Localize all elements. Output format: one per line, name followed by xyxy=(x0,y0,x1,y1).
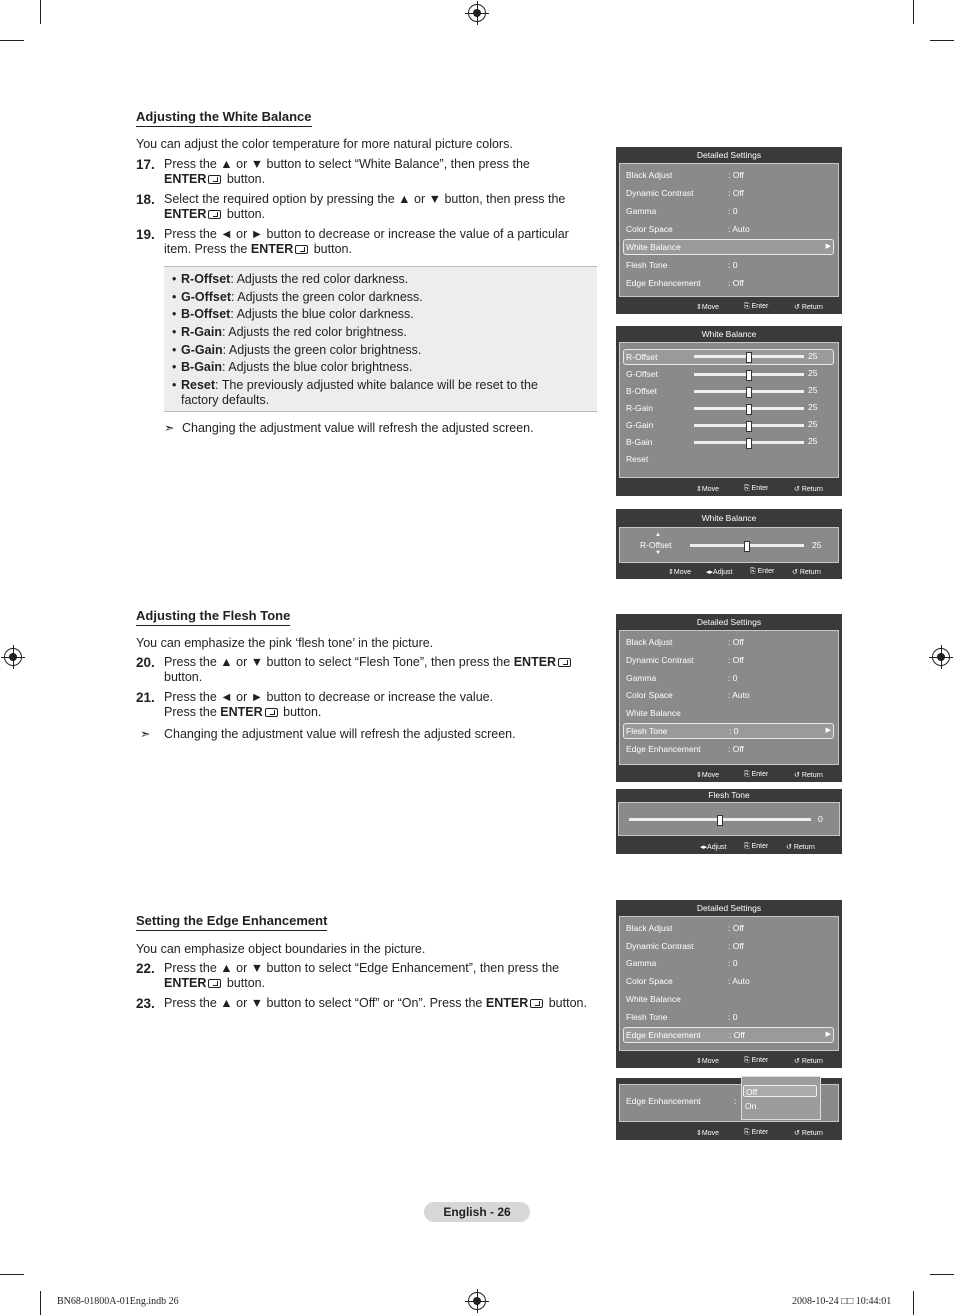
return-icon: ↺ xyxy=(794,1130,800,1137)
hint-return: ↺ Return xyxy=(794,486,823,493)
page-number-badge: English - 26 xyxy=(424,1202,530,1222)
intro-text: You can emphasize object boundaries in the picture. xyxy=(136,942,426,956)
slider-value: 25 xyxy=(808,351,818,361)
menu-item[interactable]: Dynamic Contrast : Off xyxy=(626,655,744,665)
menu-item[interactable]: White Balance xyxy=(626,708,681,718)
crop-mark xyxy=(913,0,914,24)
registration-mark-icon xyxy=(932,648,950,666)
move-icon: ⇕ xyxy=(696,304,702,311)
arrow-up-icon: ▲ xyxy=(655,532,661,538)
move-icon: ⇕ xyxy=(668,569,674,576)
slider-thumb[interactable] xyxy=(746,370,752,381)
hint-move: ⇕Move xyxy=(696,486,719,493)
enter-icon xyxy=(265,708,278,717)
menu-item[interactable]: Color Space : Auto xyxy=(626,224,750,234)
menu-item[interactable]: Black Adjust : Off xyxy=(626,923,744,933)
menu-item[interactable]: Black Adjust : Off xyxy=(626,170,744,180)
menu-item[interactable]: Color Space : Auto xyxy=(626,690,750,700)
move-icon: ⇕ xyxy=(696,486,702,493)
slider-value: 25 xyxy=(808,419,818,429)
intro-text: You can emphasize the pink ‘flesh tone’ in the picture. xyxy=(136,636,434,650)
return-icon: ↺ xyxy=(794,1058,800,1065)
menu-item[interactable]: Flesh Tone : 0 xyxy=(626,1012,738,1022)
hint-enter: ⎘ Enter xyxy=(750,568,775,575)
adjust-icon: ◂▸ xyxy=(700,844,708,851)
slider-thumb[interactable] xyxy=(746,352,752,363)
wb-item[interactable]: G-Gain xyxy=(626,420,654,430)
hint-return: ↺ Return xyxy=(794,1130,823,1137)
osd-detailed-settings: Detailed Settings Black Adjust : Off Dynamic Contrast : Off Gamma : 0 Color Space : Auto White Balance Flesh Tone : 0 Edge Enhancement : Off ▶ ⇕Move ⎘ Enter ↺ Return xyxy=(616,900,842,1068)
footer-timestamp: 2008-10-24 □□ 10:44:01 xyxy=(792,1296,892,1307)
hint-return: ↺ Return xyxy=(786,844,815,851)
crop-mark xyxy=(40,0,41,24)
slider-thumb[interactable] xyxy=(717,815,723,826)
slider-thumb[interactable] xyxy=(746,387,752,398)
hint-enter: ⎘ Enter xyxy=(744,771,769,778)
wb-item[interactable]: B-Offset xyxy=(626,386,658,396)
arrow-right-icon: ▶ xyxy=(825,1031,831,1038)
note: ➣ Changing the adjustment value will refresh the adjusted screen. xyxy=(164,421,534,435)
menu-item[interactable]: Dynamic Contrast : Off xyxy=(626,188,744,198)
return-icon: ↺ xyxy=(794,772,800,779)
osd-edge-enhancement: Edge Enhancement : Off On ⇕Move ⎘ Enter ↺ Return xyxy=(616,1078,842,1140)
osd-flesh-tone: Flesh Tone 0 ◂▸Adjust ⎘ Enter ↺ Return xyxy=(616,789,842,854)
enter-icon: ⎘ xyxy=(744,485,750,492)
arrow-right-icon: ▶ xyxy=(825,727,831,734)
note-arrow-icon: ➣ xyxy=(140,727,151,741)
enter-icon xyxy=(208,210,221,219)
osd-detailed-settings: Detailed Settings Black Adjust : Off Dynamic Contrast : Off Gamma : 0 Color Space : Auto White Balance Flesh Tone : 0 ▶ Edge Enhancement : Off ⇕Move ⎘ Enter ↺ Return xyxy=(616,614,842,782)
registration-mark-icon xyxy=(4,648,22,666)
wb-item-selected[interactable]: R-Offset xyxy=(623,349,834,365)
return-icon: ↺ xyxy=(794,486,800,493)
move-icon: ⇕ xyxy=(696,772,702,779)
crop-mark xyxy=(930,1274,954,1275)
registration-mark-icon xyxy=(468,4,486,22)
dropdown-option-selected[interactable]: Off xyxy=(743,1085,817,1097)
menu-item-selected[interactable]: White Balance ▶ xyxy=(623,239,834,255)
hint-enter: ⎘ Enter xyxy=(744,1057,769,1064)
section-heading-edge-enhancement: Setting the Edge Enhancement xyxy=(136,913,327,931)
slider-value: 25 xyxy=(808,368,818,378)
menu-item[interactable]: White Balance xyxy=(626,994,681,1004)
hint-enter: ⎘ Enter xyxy=(744,843,769,850)
note-arrow-icon: ➣ xyxy=(164,421,175,435)
menu-item[interactable]: Gamma : 0 xyxy=(626,206,738,216)
hint-move: ⇕Move xyxy=(696,1058,719,1065)
note: ➣ Changing the adjustment value will refresh the adjusted screen. xyxy=(140,727,516,741)
arrow-down-icon: ▼ xyxy=(655,550,661,556)
slider-thumb[interactable] xyxy=(744,541,750,552)
hint-return: ↺ Return xyxy=(794,304,823,311)
osd-detailed-settings: Detailed Settings Black Adjust : Off Dynamic Contrast : Off Gamma : 0 Color Space : Auto White Balance ▶ Flesh Tone : 0 Edge Enhancement : Off ⇕Move ⎘ Enter ↺ Return xyxy=(616,147,842,314)
hint-move: ⇕Move xyxy=(668,569,691,576)
crop-mark xyxy=(930,40,954,41)
return-icon: ↺ xyxy=(786,844,792,851)
hint-move: ⇕Move xyxy=(696,1130,719,1137)
slider-thumb[interactable] xyxy=(746,421,752,432)
menu-item-selected[interactable]: Flesh Tone : 0 ▶ xyxy=(623,723,834,739)
hint-adjust: ◂▸Adjust xyxy=(706,569,733,576)
edge-label: Edge Enhancement xyxy=(626,1096,701,1106)
hint-return: ↺ Return xyxy=(794,772,823,779)
enter-icon xyxy=(208,175,221,184)
enter-icon xyxy=(208,979,221,988)
hint-return: ↺ Return xyxy=(792,569,821,576)
enter-icon: ⎘ xyxy=(744,1129,750,1136)
wb-item[interactable]: Reset xyxy=(626,454,649,464)
menu-item[interactable]: Gamma : 0 xyxy=(626,673,738,683)
hint-enter: ⎘ Enter xyxy=(744,1129,769,1136)
registration-mark-icon xyxy=(468,1292,486,1310)
crop-mark xyxy=(40,1291,41,1315)
menu-item[interactable]: Dynamic Contrast : Off xyxy=(626,941,744,951)
arrow-right-icon: ▶ xyxy=(825,243,831,250)
slider-thumb[interactable] xyxy=(746,438,752,449)
crop-mark xyxy=(913,1291,914,1315)
crop-mark xyxy=(0,40,24,41)
hint-adjust: ◂▸Adjust xyxy=(700,844,727,851)
slider-value: 25 xyxy=(812,540,822,550)
hint-move: ⇕Move xyxy=(696,304,719,311)
enter-icon: ⎘ xyxy=(744,1057,750,1064)
intro-text: You can adjust the color temperature for more natural picture colors. xyxy=(136,137,513,151)
menu-item-selected[interactable]: Edge Enhancement : Off ▶ xyxy=(623,1027,834,1043)
move-icon: ⇕ xyxy=(696,1130,702,1137)
return-icon: ↺ xyxy=(792,569,798,576)
menu-item[interactable]: Flesh Tone : 0 xyxy=(626,260,738,270)
slider-value: 25 xyxy=(808,385,818,395)
enter-icon xyxy=(558,658,571,667)
enter-icon xyxy=(530,999,543,1008)
crop-mark xyxy=(0,1274,24,1275)
section-heading-white-balance: Adjusting the White Balance xyxy=(136,109,312,127)
enter-icon: ⎘ xyxy=(744,843,750,850)
hint-return: ↺ Return xyxy=(794,1058,823,1065)
edge-dropdown[interactable] xyxy=(741,1076,821,1120)
menu-item[interactable]: Gamma : 0 xyxy=(626,958,738,968)
osd-white-balance: White Balance R-Offset G-Offset B-Offset R-Gain G-Gain B-Gain Reset 25 25 25 25 25 25 ⇕Move ⎘ Enter ↺ Return xyxy=(616,326,842,496)
menu-item[interactable]: Color Space : Auto xyxy=(626,976,750,986)
section-heading-flesh-tone: Adjusting the Flesh Tone xyxy=(136,608,290,626)
dropdown-option[interactable]: On xyxy=(745,1101,757,1111)
enter-icon: ⎘ xyxy=(744,303,750,310)
enter-icon: ⎘ xyxy=(750,568,756,575)
slider-thumb[interactable] xyxy=(746,404,752,415)
footer-file: BN68-01800A-01Eng.indb 26 xyxy=(57,1296,179,1307)
slider-value: 25 xyxy=(808,402,818,412)
slider-value: 0 xyxy=(818,814,823,824)
hint-enter: ⎘ Enter xyxy=(744,485,769,492)
enter-icon: ⎘ xyxy=(744,771,750,778)
wb-item[interactable]: G-Offset xyxy=(626,369,658,379)
enter-icon xyxy=(295,245,308,254)
hint-move: ⇕Move xyxy=(696,772,719,779)
bullet-box: • R-Offset: Adjusts the red color darkness. • G-Offset: Adjusts the green color darkness. • B-Offset: Adjusts the blue color darkness. • R-Gain: Adjusts the red color brightness. • G-Gain: Adjusts the green color brightness. • B-Gain: Adjusts the blue color brightness. • Reset: The previously adjusted white balance will be reset to the factory defaults. xyxy=(164,266,597,412)
osd-r-offset-adjust: White Balance ▲ R-Offset ▼ 25 ⇕Move ◂▸Adjust ⎘ Enter ↺ Return xyxy=(616,509,842,579)
menu-item[interactable]: Edge Enhancement : Off xyxy=(626,744,744,754)
hint-enter: ⎘ Enter xyxy=(744,303,769,310)
menu-item[interactable]: Edge Enhancement : Off xyxy=(626,278,744,288)
move-icon: ⇕ xyxy=(696,1058,702,1065)
return-icon: ↺ xyxy=(794,304,800,311)
menu-item[interactable]: Black Adjust : Off xyxy=(626,637,744,647)
adjust-icon: ◂▸ xyxy=(706,569,714,576)
slider-value: 25 xyxy=(808,436,818,446)
wb-item[interactable]: B-Gain xyxy=(626,437,653,447)
wb-item[interactable]: R-Gain xyxy=(626,403,653,413)
